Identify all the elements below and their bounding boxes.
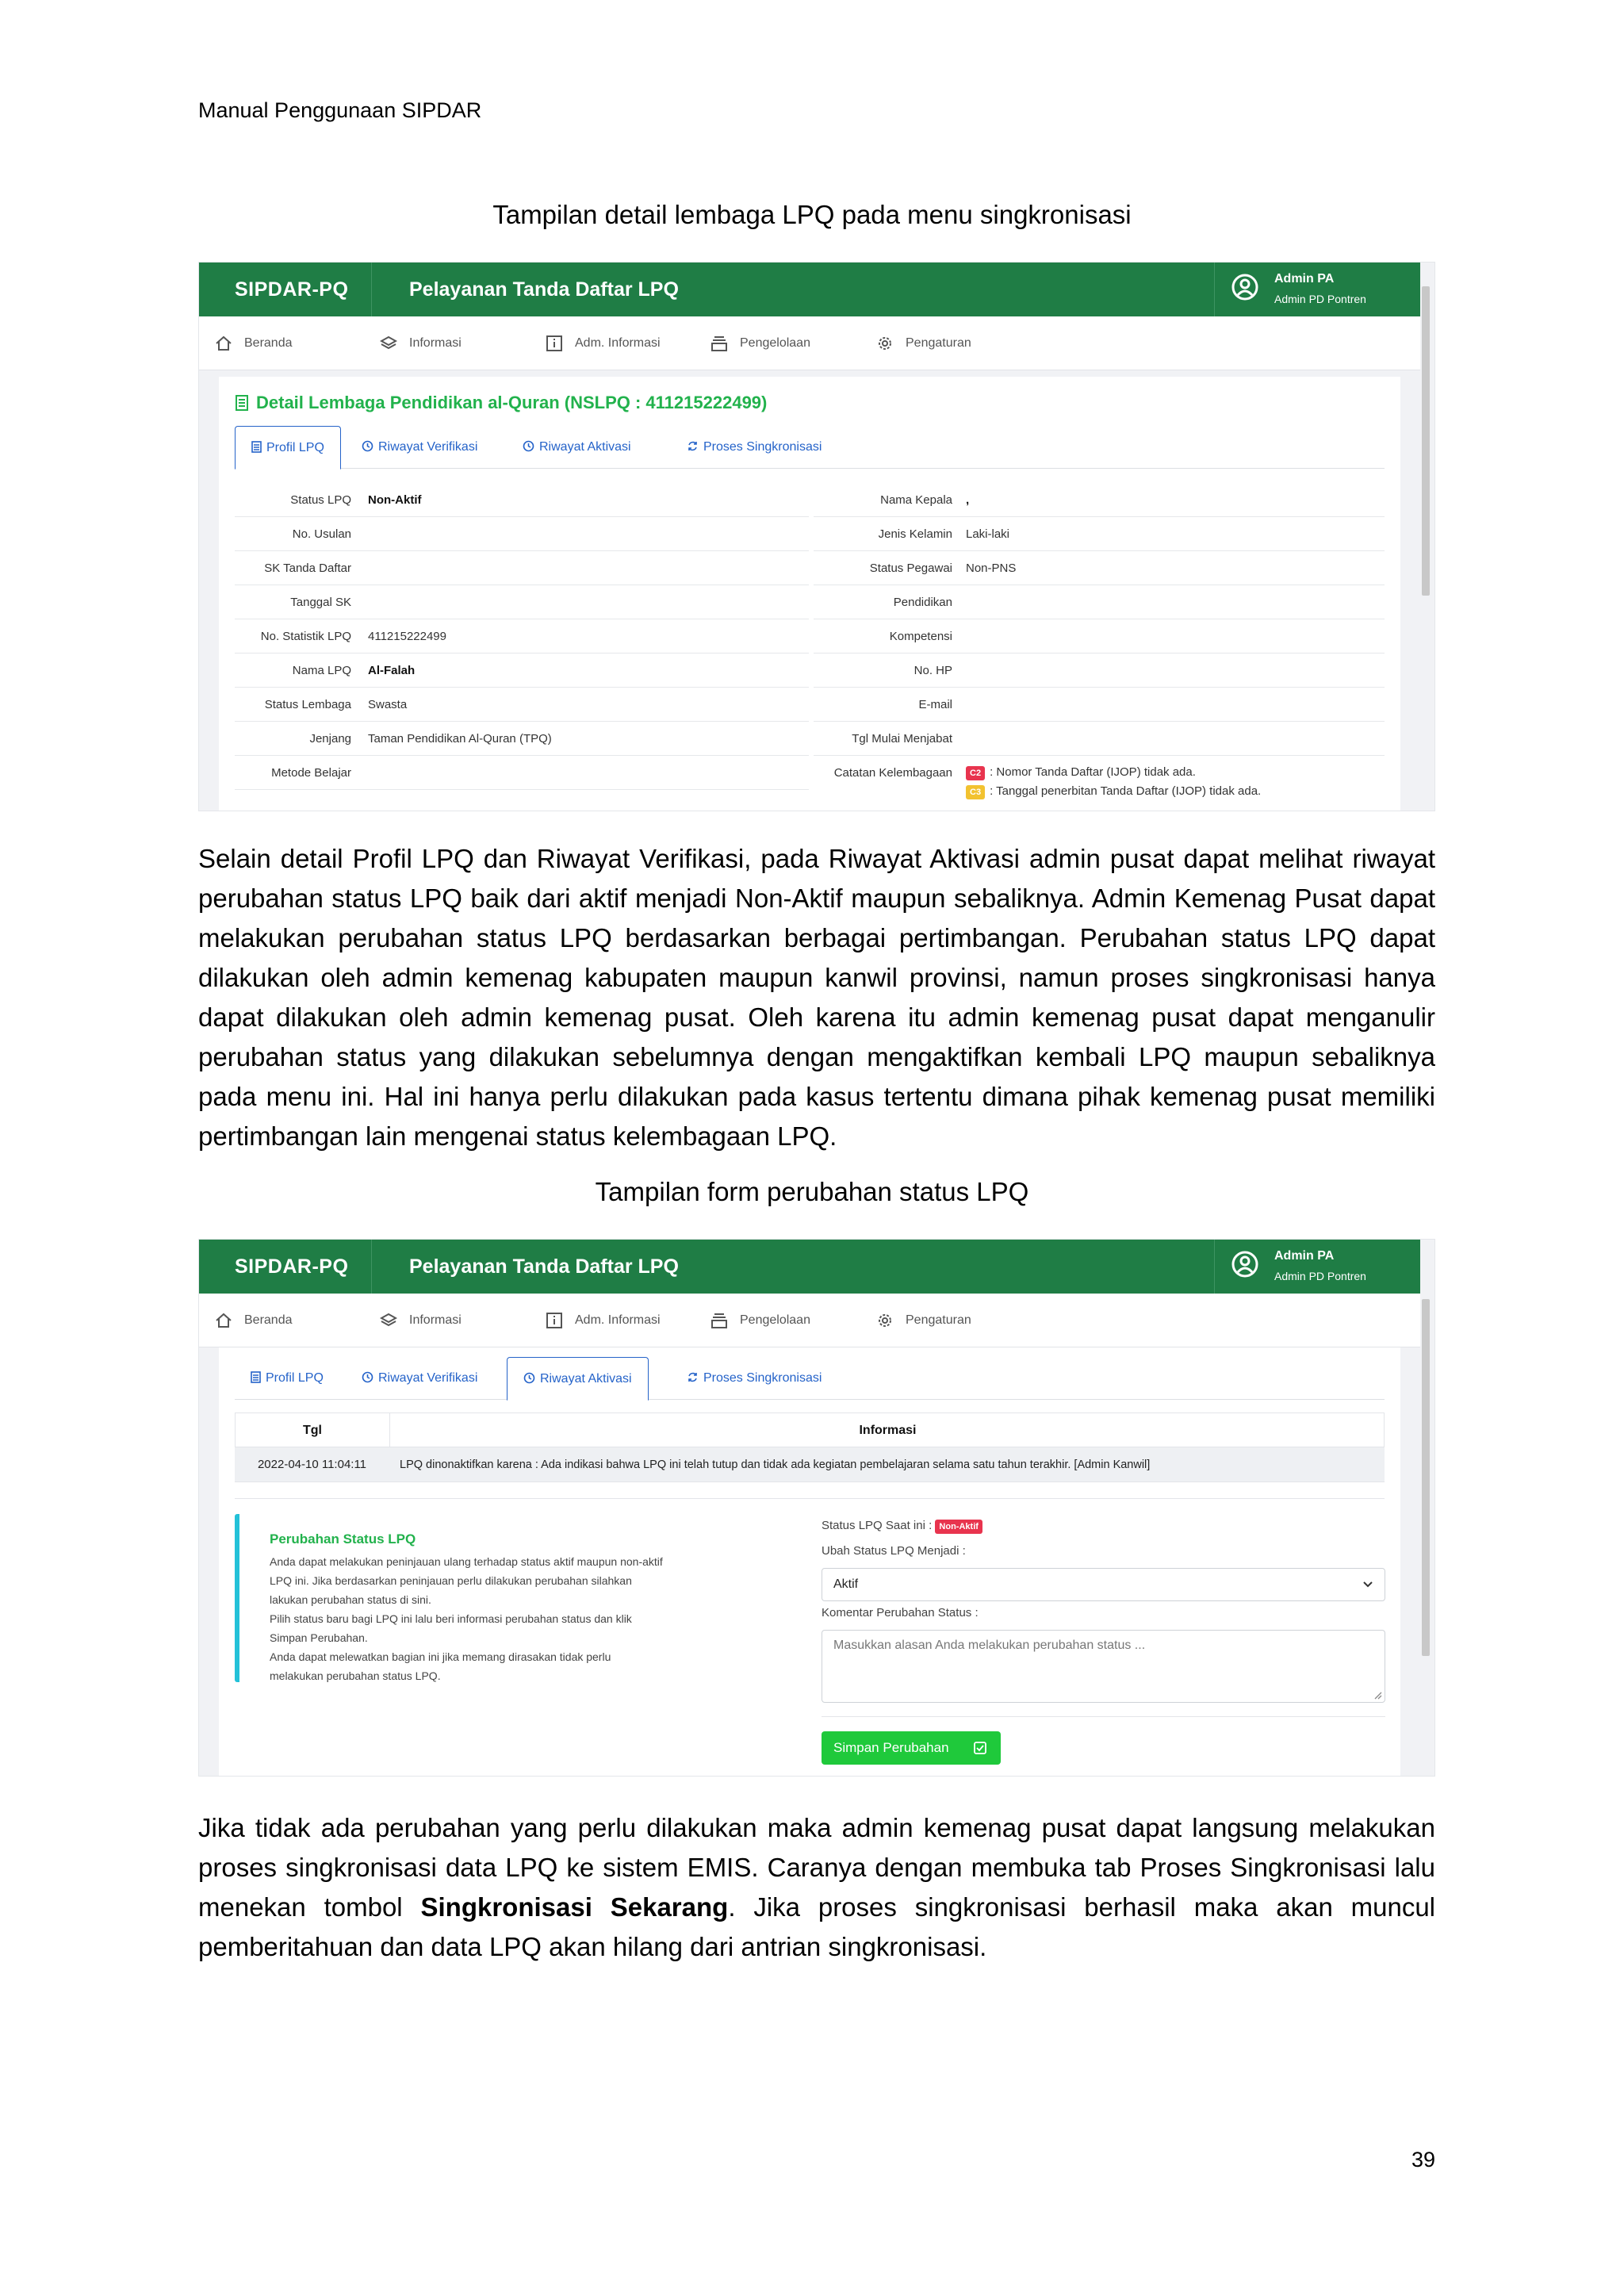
row-label: Nama Kepala	[880, 493, 952, 507]
row-label: No. HP	[914, 664, 952, 677]
cell-informasi: LPQ dinonaktifkan karena : Ada indikasi bahwa LPQ ini telah tutup dan tidak ada kegiatan pembelajaran selama satu tahun terakhir. [Admin Kanwil]	[400, 1458, 1151, 1471]
app-brand[interactable]: SIPDAR-PQ	[199, 1240, 372, 1294]
paragraph-text: Jika tidak ada perubahan yang perlu dilakukan maka admin kemenag pusat dapat langsung melakukan proses singkronisasi data LPQ ke sistem EMIS. Caranya dengan membuka tab Proses Singkronisasi lalu menekan tombol	[198, 1813, 1435, 1922]
app-brand[interactable]: SIPDAR-PQ	[199, 263, 372, 316]
change-status-label: Ubah Status LPQ Menjadi :	[822, 1544, 966, 1558]
paragraph-riwayat-aktivasi: Selain detail Profil LPQ dan Riwayat Verifikasi, pada Riwayat Aktivasi admin pusat dapat melihat riwayat perubahan status LPQ baik dari aktif menjadi Non-Aktif maupun sebaliknya. Admin Kemenag Pusat dapat melakukan perubahan status LPQ berdasarkan berbagai pertimbangan. Perubahan status LPQ dapat dilakukan oleh admin kemenag kabupaten maupun kanwil provinsi, namun proses singkronisasi hanya dapat dilakukan oleh admin kemenag pusat. Oleh karena itu admin kemenag pusat dapat menganulir perubahan status yang dilakukan sebelumnya dengan mengaktifkan kembali LPQ maupun sebaliknya pada menu ini. Hal ini hanya perlu dilakukan pada kasus tertentu dimana pihak kemenag pusat memiliki pertimbangan lain mengenai status kelembagaan LPQ.	[198, 844, 1435, 1151]
tab-proses-singkronisasi[interactable]	[671, 1357, 837, 1400]
history-icon	[523, 1372, 535, 1384]
nav-label: Adm. Informasi	[575, 1313, 661, 1327]
archive-icon	[710, 1313, 728, 1328]
user-menu[interactable]	[1214, 263, 1420, 316]
badge-c3: C3	[966, 785, 985, 799]
info-line: LPQ ini. Jika berdasarkan peninjauan perlu dilakukan perubahan silahkan	[270, 1574, 632, 1587]
nav-label: Pengaturan	[906, 336, 971, 350]
tab-label: Profil LPQ	[266, 1371, 324, 1385]
row-status-pegawai	[814, 551, 1385, 585]
note-c2	[966, 765, 1196, 780]
user-name: Admin PA	[1274, 272, 1335, 286]
row-pendidikan	[814, 585, 1385, 619]
row-sk-tanda-daftar	[235, 551, 809, 585]
note-text: : Tanggal penerbitan Tanda Daftar (IJOP) tidak ada.	[990, 784, 1262, 798]
scrollbar[interactable]	[1422, 286, 1430, 596]
page-number: 39	[1411, 2148, 1435, 2171]
detail-tabs	[235, 426, 1385, 469]
tab-riwayat-aktivasi[interactable]	[507, 426, 647, 469]
app-topbar	[199, 263, 1420, 316]
history-icon	[362, 1371, 373, 1383]
info-square-icon	[546, 335, 563, 351]
document-icon	[251, 441, 262, 453]
row-value: Laki-laki	[966, 527, 1010, 541]
chevron-down-icon	[1362, 1581, 1373, 1589]
divider	[822, 1716, 1385, 1717]
comment-label: Komentar Perubahan Status :	[822, 1606, 979, 1619]
status-current-label	[822, 1519, 982, 1534]
nav-label: Pengaturan	[906, 1313, 971, 1327]
paragraph-proses-singkronisasi	[198, 1808, 1435, 1967]
row-label: No. Usulan	[292, 527, 351, 541]
row-value: Swasta	[368, 698, 408, 711]
tab-label: Riwayat Verifikasi	[378, 1371, 478, 1385]
row-label: Tgl Mulai Menjabat	[852, 732, 952, 746]
row-tgl-mulai-menjabat	[814, 722, 1385, 756]
row-value: Al-Falah	[368, 664, 416, 677]
resize-handle-icon[interactable]	[1373, 1690, 1382, 1700]
row-label: Tanggal SK	[290, 596, 351, 609]
tab-label: Proses Singkronisasi	[703, 1371, 822, 1385]
table-row	[235, 1447, 1385, 1482]
main-nav	[199, 316, 1420, 370]
user-name: Admin PA	[1274, 1249, 1335, 1263]
status-select[interactable]	[822, 1568, 1385, 1601]
aktivasi-card	[219, 1347, 1400, 1777]
row-jenis-kelamin	[814, 517, 1385, 551]
user-role: Admin PD Pontren	[1274, 293, 1366, 305]
nav-label: Pengelolaan	[740, 1313, 810, 1327]
archive-icon	[710, 335, 728, 351]
info-square-icon	[546, 1313, 563, 1328]
document-icon	[235, 394, 249, 412]
comment-textarea[interactable]	[822, 1630, 1385, 1703]
save-button[interactable]	[822, 1731, 1001, 1765]
note-text: : Nomor Tanda Daftar (IJOP) tidak ada.	[990, 765, 1196, 779]
info-line: Anda dapat melewatkan bagian ini jika memang dirasakan tidak perlu	[270, 1650, 611, 1663]
scrollbar[interactable]	[1422, 1299, 1430, 1656]
row-label: Catatan Kelembagaan	[833, 766, 952, 780]
gear-icon	[876, 1313, 894, 1328]
check-square-icon	[974, 1742, 986, 1754]
sync-icon	[687, 440, 699, 452]
nav-label: Pengelolaan	[740, 336, 810, 350]
home-icon	[215, 1313, 232, 1328]
save-button-label: Simpan Perubahan	[833, 1740, 949, 1755]
row-tanggal-sk	[235, 585, 809, 619]
row-value: ,	[966, 493, 970, 507]
row-nama-lpq	[235, 654, 809, 688]
paragraph-text: . Jika proses singkronisasi berhasil maka akan muncul pemberitahuan dan data LPQ akan hilang dari antrian singkronisasi.	[198, 1892, 1436, 1961]
row-label: E-mail	[918, 698, 952, 711]
app-title: Pelayanan Tanda Daftar LPQ	[409, 1255, 679, 1278]
main-nav	[199, 1294, 1420, 1347]
row-jenjang	[235, 722, 809, 756]
document-icon	[251, 1371, 261, 1383]
tab-label: Riwayat Aktivasi	[539, 440, 631, 454]
tab-label: Riwayat Verifikasi	[378, 440, 478, 454]
user-circle-icon	[1231, 1250, 1259, 1278]
row-label: Pendidikan	[893, 596, 952, 609]
app-topbar	[199, 1240, 1420, 1294]
row-label: Jenis Kelamin	[878, 527, 952, 541]
row-label: Status LPQ	[290, 493, 351, 507]
paragraph-bold-text: Singkronisasi Sekarang	[420, 1892, 729, 1922]
nav-label: Beranda	[244, 336, 293, 350]
row-label: Nama LPQ	[292, 664, 351, 677]
row-metode-belajar	[235, 756, 809, 790]
history-icon	[523, 440, 534, 452]
tab-label: Riwayat Aktivasi	[540, 1372, 632, 1386]
row-label: Kompetensi	[889, 630, 952, 643]
sync-icon	[687, 1371, 699, 1383]
row-value: 411215222499	[368, 630, 446, 643]
gear-icon	[876, 335, 894, 351]
user-menu[interactable]	[1214, 1240, 1420, 1294]
comment-placeholder: Masukkan alasan Anda melakukan perubahan status ...	[833, 1639, 1146, 1652]
row-status-lpq	[235, 483, 809, 517]
home-icon	[215, 335, 232, 351]
tab-label: Profil LPQ	[266, 441, 324, 454]
tab-profil-lpq[interactable]	[235, 426, 341, 470]
info-line: lakukan perubahan status di sini.	[270, 1593, 431, 1606]
tab-label: Proses Singkronisasi	[703, 440, 822, 454]
nav-label: Beranda	[244, 1313, 293, 1327]
nav-label: Informasi	[409, 336, 462, 350]
caption-form: Tampilan form perubahan status LPQ	[595, 1177, 1029, 1206]
screenshot-detail-lembaga	[198, 262, 1435, 811]
layers-icon	[380, 1313, 397, 1328]
status-select-value: Aktif	[833, 1577, 859, 1591]
status-badge: Non-Aktif	[935, 1520, 982, 1534]
user-circle-icon	[1231, 273, 1259, 301]
col-tgl: Tgl	[236, 1413, 390, 1448]
row-label: Status Lembaga	[264, 698, 351, 711]
detail-card	[219, 377, 1400, 811]
col-informasi: Informasi	[859, 1424, 917, 1437]
row-status-lembaga	[235, 688, 809, 722]
caption-detail: Tampilan detail lembaga LPQ pada menu singkronisasi	[492, 200, 1132, 229]
row-label: Status Pegawai	[869, 562, 952, 575]
row-label: SK Tanda Daftar	[264, 562, 351, 575]
row-value: Taman Pendidikan Al-Quran (TPQ)	[368, 732, 552, 746]
screenshot-form-status	[198, 1239, 1435, 1777]
info-line: Simpan Perubahan.	[270, 1631, 368, 1644]
tab-riwayat-aktivasi[interactable]	[507, 1357, 649, 1401]
cell-tgl: 2022-04-10 11:04:11	[257, 1458, 367, 1471]
tab-proses-singkronisasi[interactable]	[671, 426, 837, 469]
nav-label: Informasi	[409, 1313, 462, 1327]
row-no-statistik	[235, 619, 809, 654]
tab-riwayat-verifikasi[interactable]	[346, 1357, 493, 1400]
row-label: Metode Belajar	[271, 766, 351, 780]
aktivasi-tabs	[235, 1357, 1385, 1400]
nav-label: Adm. Informasi	[575, 336, 661, 350]
detail-title-text: Detail Lembaga Pendidikan al-Quran (NSLPQ : 411215222499)	[256, 393, 768, 412]
row-kompetensi	[814, 619, 1385, 654]
row-label: Jenjang	[309, 732, 351, 746]
layers-icon	[380, 335, 397, 351]
tab-riwayat-verifikasi[interactable]	[346, 426, 493, 469]
info-body	[270, 1552, 761, 1685]
row-label: No. Statistik LPQ	[260, 630, 351, 643]
row-no-usulan	[235, 517, 809, 551]
history-icon	[362, 440, 373, 452]
info-perubahan-status	[235, 1514, 790, 1682]
status-label-text: Status LPQ Saat ini :	[822, 1519, 933, 1532]
note-c3	[966, 784, 1261, 799]
document-header: Manual Penggunaan SIPDAR	[198, 98, 482, 122]
row-no-hp	[814, 654, 1385, 688]
tab-profil-lpq[interactable]	[235, 1357, 339, 1400]
user-role: Admin PD Pontren	[1274, 1270, 1366, 1282]
badge-c2: C2	[966, 766, 985, 780]
info-line: Pilih status baru bagi LPQ ini lalu beri informasi perubahan status dan klik	[270, 1612, 632, 1625]
row-nama-kepala	[814, 483, 1385, 517]
row-value: Non-Aktif	[368, 493, 422, 507]
row-value: Non-PNS	[966, 562, 1017, 575]
info-line: Anda dapat melakukan peninjauan ulang terhadap status aktif maupun non-aktif	[270, 1555, 663, 1568]
aktivasi-table-header	[235, 1412, 1385, 1447]
app-title: Pelayanan Tanda Daftar LPQ	[409, 278, 679, 301]
info-line: melakukan perubahan status LPQ.	[270, 1669, 441, 1682]
row-email	[814, 688, 1385, 722]
info-title: Perubahan Status LPQ	[270, 1531, 416, 1547]
divider	[235, 1498, 1385, 1499]
